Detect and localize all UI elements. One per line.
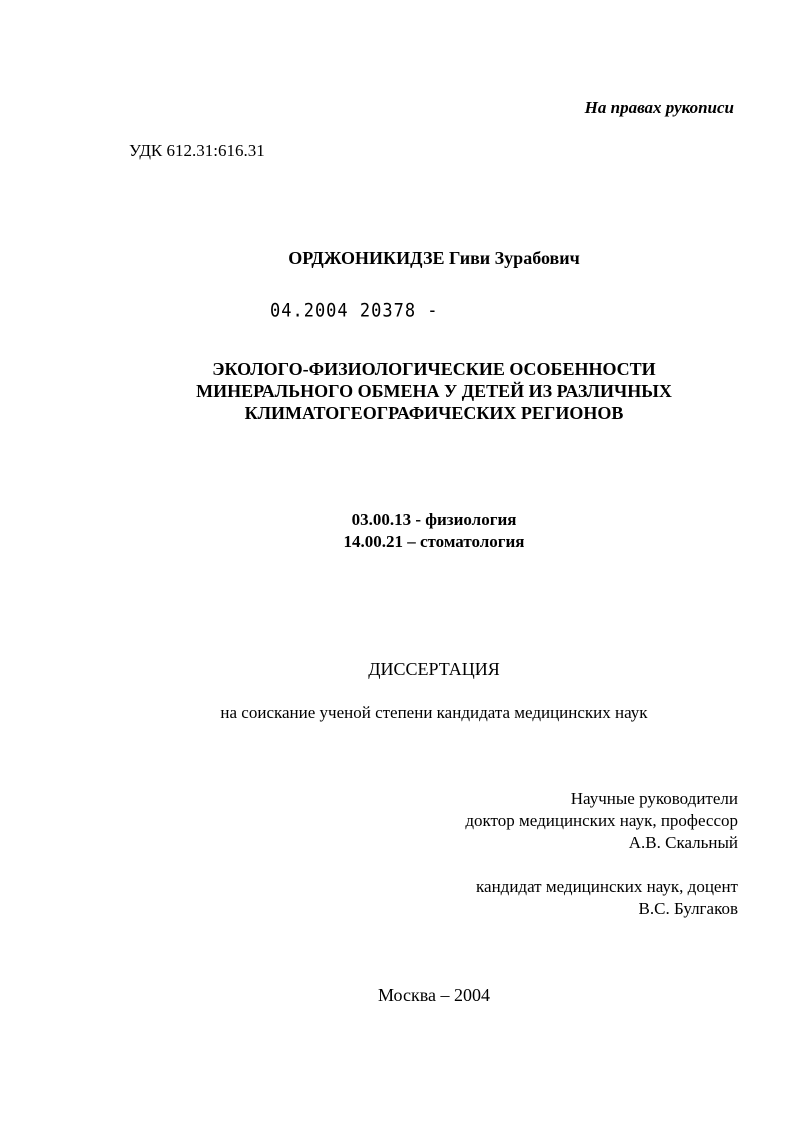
degree-statement: на соискание ученой степени кандидата медицинских наук [220, 703, 648, 722]
udk-code: УДК 612.31:616.31 [129, 141, 265, 160]
supervisor-first [465, 788, 738, 854]
rights-notice: На правах рукописи [584, 98, 734, 117]
title-line: ЭКОЛОГО-ФИЗИОЛОГИЧЕСКИЕ ОСОБЕННОСТИ [212, 359, 656, 379]
specialty-physiology: 03.00.13 - физиология [351, 510, 517, 529]
title-line: МИНЕРАЛЬНОГО ОБМЕНА У ДЕТЕЙ ИЗ РАЗЛИЧНЫХ [196, 381, 672, 401]
supervisor-name: А.В. Скальный [628, 833, 738, 852]
dissertation-title [0, 358, 798, 424]
author-name: ОРДЖОНИКИДЗЕ Гиви Зурабович [288, 248, 580, 268]
specialty-codes [0, 509, 798, 553]
title-line: КЛИМАТОГЕОГРАФИЧЕСКИХ РЕГИОНОВ [244, 403, 624, 423]
supervisor-name: В.С. Булгаков [638, 899, 738, 918]
supervisors-heading: Научные руководители [570, 789, 738, 808]
supervisor-credentials: кандидат медицинских наук, доцент [476, 877, 738, 896]
document-type: ДИССЕРТАЦИЯ [368, 659, 500, 679]
specialty-dentistry: 14.00.21 – стоматология [343, 532, 525, 551]
supervisor-second [465, 876, 738, 920]
supervisors-block [465, 788, 738, 920]
city-year: Москва – 2004 [378, 985, 490, 1005]
registration-stamp-number: 04.2004 20378 - [270, 300, 439, 322]
supervisor-credentials: доктор медицинских наук, профессор [465, 811, 738, 830]
